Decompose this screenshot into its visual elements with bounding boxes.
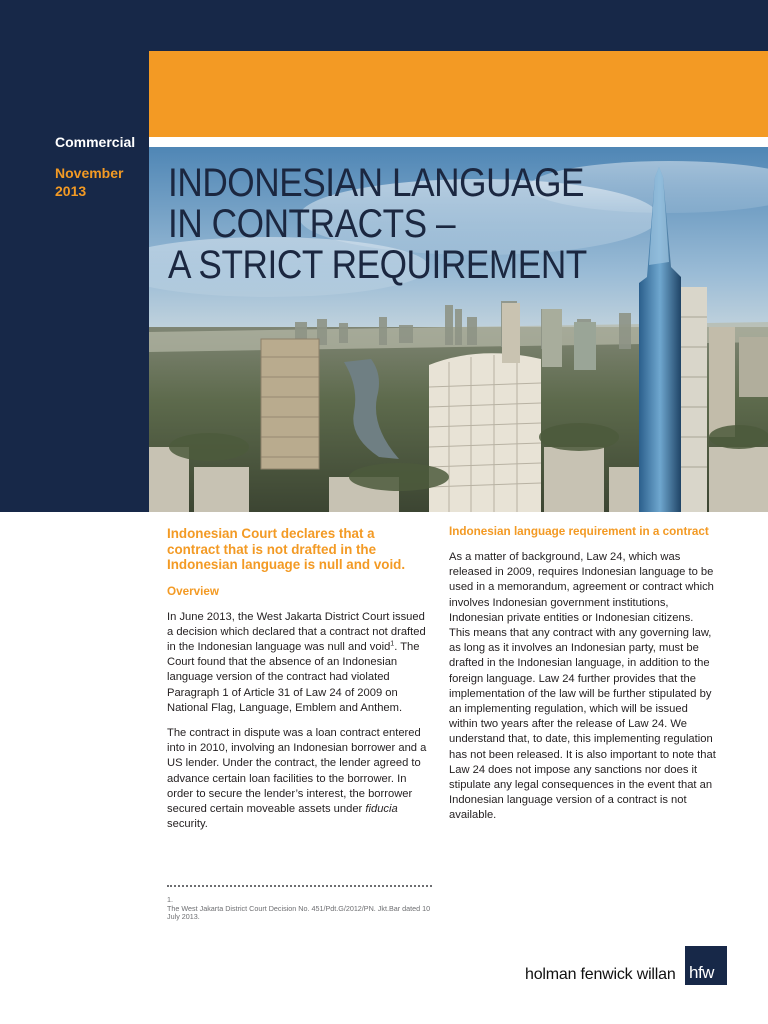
footnote-number: 1. xyxy=(167,895,173,904)
requirement-paragraph: As a matter of background, Law 24, which was released in 2009, requires Indonesian language to be used in a memorandum, agreement or contract which involves Indonesian government institutions, Indonesian private entities or Indonesian citizens. This means that any contract with any governing law, as long as it involves an Indonesian party, must be drafted in the Indonesian language, in addition to the foreign language. Law 24 further provides that the implementation of the law will be further stipulated by an implementing regulation, which will be issued within two years after the release of Law 24. We understand that, to date, this implementing regulation has not been released. It is also important to note that Law 24 does not impose any sanctions nor does it stipulate any legal consequences in the event that an Indonesian language version of a contract is not available. xyxy=(449,551,716,822)
overview-p1-rest: . The Court found that the absence of an Indonesian language version of the contract had violated Paragraph 1 of Article 31 of Law 24 of 2009 on National Flag, Language, Emblem and Anthem. xyxy=(167,640,420,714)
footnote xyxy=(167,896,437,922)
title-line-1: INDONESIAN LANGUAGE xyxy=(168,161,585,205)
hfw-logo-text: hfw xyxy=(689,963,714,982)
overview-p1-text: In June 2013, the West Jakarta District Court issued a decision which declared that a contract not drafted in the Indonesian language was null and void xyxy=(167,610,426,653)
fiducia-term: fiducia xyxy=(365,802,398,815)
overview-paragraph-1 xyxy=(167,610,429,716)
banner-divider xyxy=(149,137,768,147)
footnote-divider xyxy=(167,885,432,889)
hfw-logo xyxy=(685,946,727,985)
left-column xyxy=(167,526,429,842)
orange-banner xyxy=(149,51,768,137)
requirement-heading: Indonesian language requirement in a contract xyxy=(449,525,709,538)
title-line-2: IN CONTRACTS – xyxy=(168,202,456,246)
overview-p2-rest: security. xyxy=(167,818,208,831)
overview-paragraph-2 xyxy=(167,726,429,832)
page-title xyxy=(168,163,587,286)
overview-heading: Overview xyxy=(167,584,219,598)
title-line-3: A STRICT REQUIREMENT xyxy=(168,243,587,287)
lead-summary: Indonesian Court declares that a contract that is not drafted in the Indonesian language is null and void. xyxy=(167,526,406,572)
right-column xyxy=(449,524,717,834)
side-panel xyxy=(0,51,149,512)
footnote-ref[interactable]: 1 xyxy=(390,640,395,648)
footnote-text: The West Jakarta District Court Decision No. 451/Pdt.G/2012/PN. Jkt.Bar dated 10 July 2013. xyxy=(167,903,431,922)
header-band xyxy=(0,0,768,51)
category-label: Commercial xyxy=(55,134,136,150)
firm-wordmark: holman fenwick willan xyxy=(525,966,676,983)
overview-p2-text: The contract in dispute was a loan contract entered into in 2010, involving an Indonesian borrower and a US lender. Under the contract, the lender agreed to advance certain loan facilities to the borrower. In order to secure the lender’s interest, the borrower secured certain moveable assets under xyxy=(167,726,427,815)
publication-date: November 2013 xyxy=(55,165,124,199)
